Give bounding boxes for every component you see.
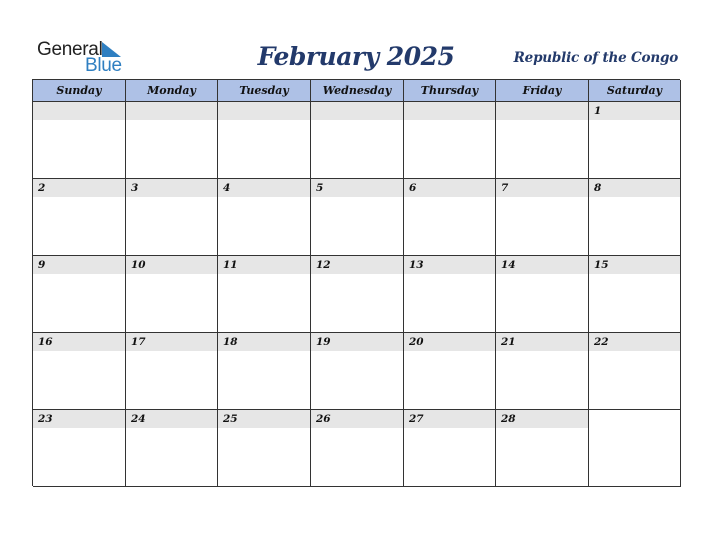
day-cell <box>404 256 496 333</box>
day-number-band <box>496 102 588 120</box>
day-number-band <box>404 102 495 120</box>
day-cell <box>404 179 496 256</box>
day-cell <box>589 256 681 333</box>
day-number: 25 <box>223 413 238 425</box>
day-number: 20 <box>409 336 424 348</box>
day-number-band <box>218 102 310 120</box>
logo-text-general: General <box>37 39 103 60</box>
day-cell <box>218 256 311 333</box>
day-cell <box>496 410 589 487</box>
brand-logo <box>37 39 127 75</box>
day-cell <box>126 179 218 256</box>
day-number: 6 <box>409 182 417 194</box>
weekday-header-sunday: Sunday <box>33 80 126 102</box>
day-cell <box>218 333 311 410</box>
day-cell <box>589 179 681 256</box>
day-number: 2 <box>38 182 46 194</box>
day-number: 11 <box>223 259 238 271</box>
day-cell <box>589 102 681 179</box>
day-cell <box>311 179 404 256</box>
day-number: 1 <box>594 105 602 117</box>
weekday-header-monday: Monday <box>126 80 218 102</box>
weekday-header-wednesday: Wednesday <box>311 80 404 102</box>
day-cell <box>126 410 218 487</box>
day-number: 13 <box>409 259 424 271</box>
day-cell <box>311 410 404 487</box>
day-number: 10 <box>131 259 146 271</box>
day-number: 5 <box>316 182 324 194</box>
day-number-band <box>589 102 680 120</box>
weekday-header-tuesday: Tuesday <box>218 80 311 102</box>
day-number: 21 <box>501 336 516 348</box>
day-number-band <box>218 179 310 197</box>
day-number: 15 <box>594 259 609 271</box>
day-number: 19 <box>316 336 331 348</box>
day-number: 8 <box>594 182 602 194</box>
day-cell <box>126 256 218 333</box>
day-number: 12 <box>316 259 331 271</box>
day-number-band <box>311 102 403 120</box>
day-cell <box>218 179 311 256</box>
logo-text-blue: Blue <box>85 55 122 76</box>
day-number: 24 <box>131 413 146 425</box>
weekday-header-saturday: Saturday <box>589 80 681 102</box>
day-number: 3 <box>131 182 139 194</box>
day-cell <box>33 102 126 179</box>
country-name: Republic of the Congo <box>513 50 678 66</box>
day-number-band <box>404 179 495 197</box>
day-number: 7 <box>501 182 509 194</box>
day-number: 23 <box>38 413 53 425</box>
day-number-band <box>589 179 680 197</box>
day-number: 26 <box>316 413 331 425</box>
day-number: 17 <box>131 336 146 348</box>
day-number: 14 <box>501 259 516 271</box>
day-cell <box>311 256 404 333</box>
day-number: 16 <box>38 336 53 348</box>
calendar-grid <box>32 79 680 486</box>
day-cell <box>126 102 218 179</box>
day-number: 28 <box>501 413 516 425</box>
day-cell <box>496 256 589 333</box>
day-cell <box>33 179 126 256</box>
day-cell <box>404 102 496 179</box>
day-number-band <box>33 256 125 274</box>
weekday-header-thursday: Thursday <box>404 80 496 102</box>
day-cell <box>218 102 311 179</box>
day-number: 27 <box>409 413 424 425</box>
day-number-band <box>311 179 403 197</box>
day-cell <box>218 410 311 487</box>
day-cell <box>496 102 589 179</box>
day-cell <box>33 256 126 333</box>
day-cell <box>311 333 404 410</box>
day-number: 22 <box>594 336 609 348</box>
day-cell <box>126 333 218 410</box>
day-cell <box>404 410 496 487</box>
day-number: 9 <box>38 259 46 271</box>
day-cell <box>404 333 496 410</box>
day-cell <box>33 333 126 410</box>
day-number-band <box>33 179 125 197</box>
day-number-band <box>496 179 588 197</box>
day-cell <box>589 333 681 410</box>
day-cell <box>33 410 126 487</box>
day-cell <box>311 102 404 179</box>
weekday-header-friday: Friday <box>496 80 589 102</box>
day-number-band <box>33 102 125 120</box>
day-cell <box>496 333 589 410</box>
day-number: 18 <box>223 336 238 348</box>
day-number: 4 <box>223 182 231 194</box>
day-cell <box>496 179 589 256</box>
day-number-band <box>126 179 217 197</box>
day-cell <box>589 410 681 487</box>
calendar-title: February 2025 <box>257 42 455 71</box>
day-number-band <box>126 102 217 120</box>
